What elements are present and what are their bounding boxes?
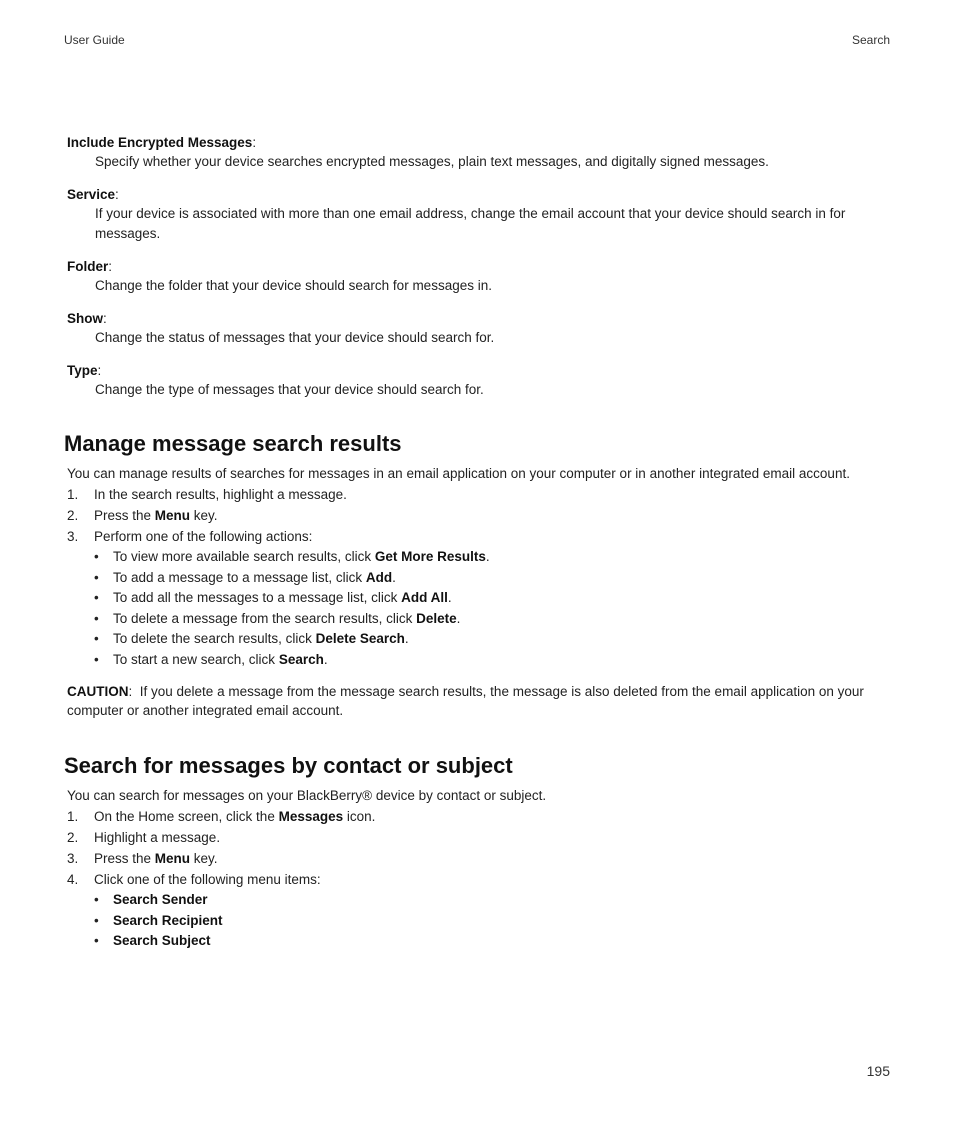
definition-term: Folder: [67, 259, 109, 274]
action-list: [64, 547, 894, 670]
step-item: 4. Click one of the following menu items:: [67, 872, 321, 887]
step-item: 2. Highlight a message.: [67, 830, 221, 845]
definition-term: Type: [67, 363, 98, 378]
step-item: 2. Press the Menu key.: [67, 508, 218, 523]
definition-item: Folder: Change the folder that your device should search for messages in.: [67, 258, 897, 296]
action-item: • To start a new search, click Search.: [94, 651, 328, 667]
definition-desc: If your device is associated with more than one email address, change the email account that your device should search in for messages.: [95, 206, 846, 241]
definition-desc: Change the type of messages that your device should search for.: [95, 382, 484, 397]
caution-text: If you delete a message from the message search results, the message is also deleted from the email application on your computer or another integrated email account.: [67, 684, 864, 718]
step-list: [64, 806, 894, 890]
menu-item-entry: • Search Sender: [94, 892, 208, 907]
definition-item: Type: Change the type of messages that your device should search for.: [67, 362, 897, 400]
menu-item-list: [64, 890, 894, 952]
section-heading: Manage message search results: [64, 431, 402, 456]
running-header-section: Search: [851, 33, 890, 47]
section-heading: Search for messages by contact or subject: [64, 753, 513, 778]
caution-label: CAUTION: [67, 684, 129, 699]
step-list: [64, 484, 894, 547]
step-item: 1. On the Home screen, click the Messages icon.: [67, 809, 376, 824]
option-definitions: [67, 134, 897, 414]
action-item: • To delete a message from the search results, click Delete.: [94, 610, 461, 626]
action-item: • To add a message to a message list, click Add.: [94, 569, 396, 585]
definition-desc: Change the status of messages that your device should search for.: [95, 330, 495, 345]
definition-desc: Change the folder that your device should search for messages in.: [95, 278, 492, 293]
definition-term: Service: [67, 187, 116, 202]
step-item: 1. In the search results, highlight a message.: [67, 487, 347, 502]
section-intro: You can manage results of searches for messages in an email application on your computer or in another integrated email account.: [67, 466, 850, 481]
menu-item-entry: • Search Subject: [94, 933, 211, 948]
definition-desc: Specify whether your device searches encrypted messages, plain text messages, and digitally signed messages.: [95, 154, 769, 169]
manage-section: [64, 430, 894, 720]
search-section: [64, 752, 894, 952]
definition-term: Show: [67, 311, 103, 326]
definition-item: Show: Change the status of messages that your device should search for.: [67, 310, 897, 348]
running-header-title: User Guide: [64, 33, 125, 47]
menu-item-entry: • Search Recipient: [94, 912, 223, 928]
section-intro: You can search for messages on your BlackBerry® device by contact or subject.: [67, 788, 547, 803]
action-item: • To delete the search results, click Delete Search.: [94, 631, 409, 646]
action-item: • To add all the messages to a message list, click Add All.: [94, 590, 452, 605]
definition-item: Service: If your device is associated with more than one email address, change the email account that your device should search in for messages.: [67, 186, 897, 244]
step-item: 3. Press the Menu key.: [67, 851, 218, 866]
definition-item: Include Encrypted Messages: Specify whether your device searches encrypted messages, plain text messages, and digitally signed messages.: [67, 134, 897, 172]
definition-term: Include Encrypted Messages: [67, 135, 253, 150]
caution-note: CAUTION: If you delete a message from the message search results, the message is also deleted from the email application on your computer or another integrated email account.: [67, 684, 864, 718]
action-item: • To view more available search results, click Get More Results.: [94, 549, 490, 564]
step-item: 3. Perform one of the following actions:: [67, 529, 313, 544]
page-number: 195: [866, 1063, 890, 1079]
